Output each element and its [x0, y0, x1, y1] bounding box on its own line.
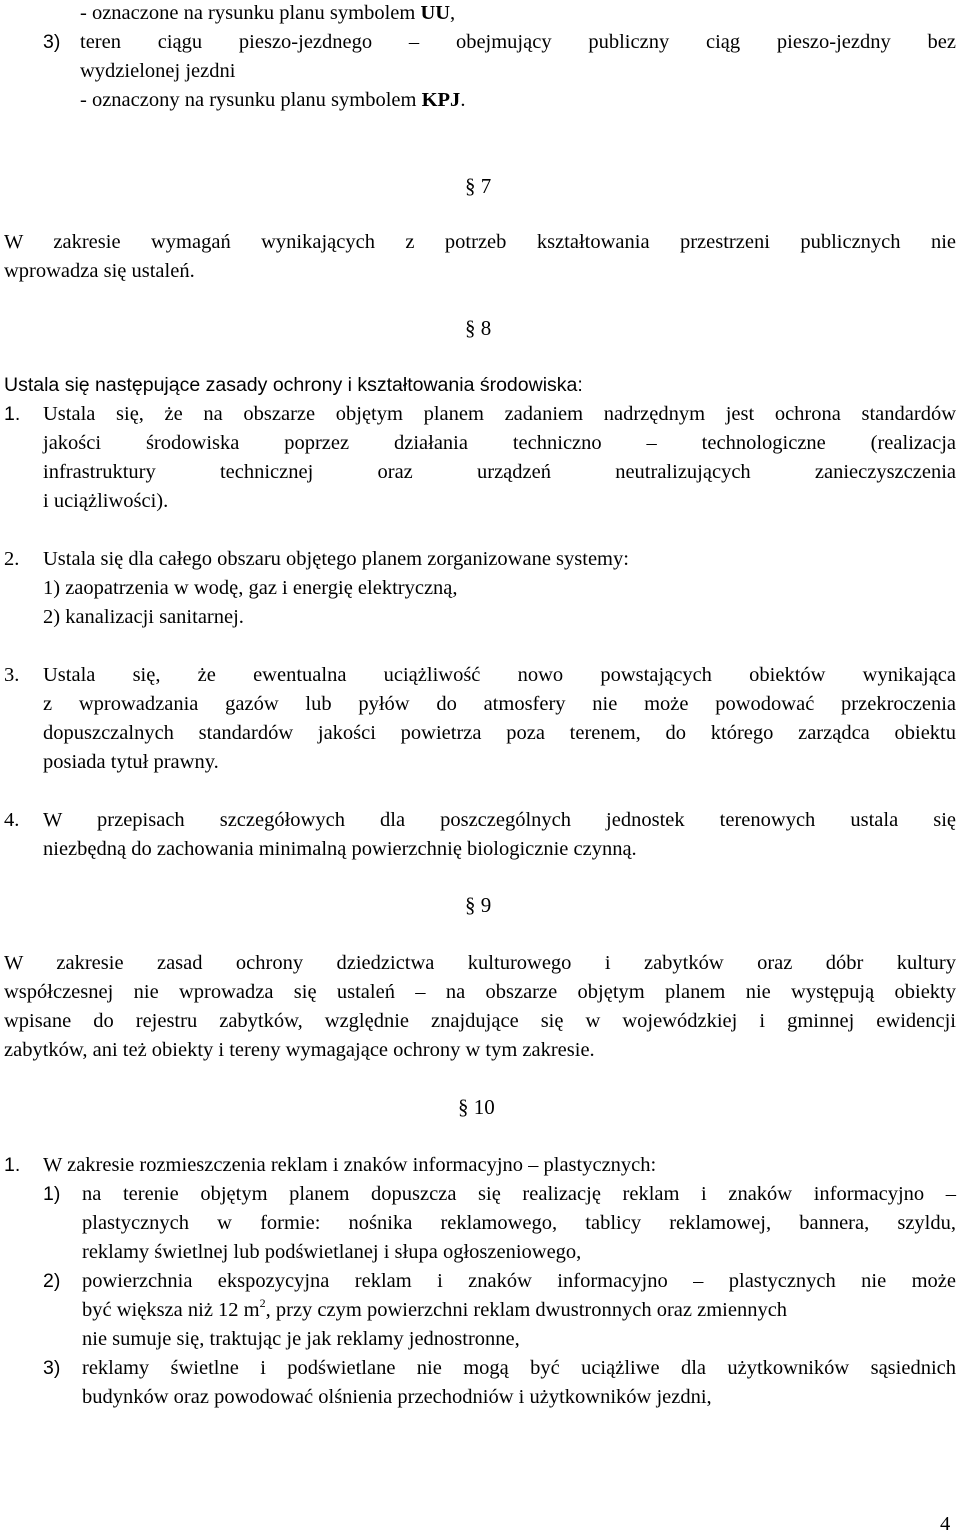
- section-9-line-1: W zakresie zasad ochrony dziedzictwa kulturowego i zabytków oraz dóbr kultury: [4, 952, 956, 974]
- item-3-number: 3): [43, 31, 61, 53]
- section-10-item-3-line-1: reklamy świetlne i podświetlane nie mogą być uciążliwe dla użytkowników sąsiednich: [82, 1357, 956, 1379]
- section-9-heading: § 9: [465, 893, 492, 917]
- section-10-p1-text: W zakresie rozmieszczenia reklam i znaków informacyjno – plastycznych:: [43, 1154, 657, 1176]
- section-8-p3-line-3: dopuszczalnych standardów jakości powietrza poza terenem, do którego zarządca obiektu: [43, 722, 956, 744]
- section-8-p3-line-4: posiada tytuł prawny.: [43, 751, 219, 773]
- section-7-heading: § 7: [465, 174, 492, 198]
- section-10-item-2-line-1: powierzchnia ekspozycyjna reklam i znaków informacyjno – plastycznych nie może: [82, 1270, 956, 1292]
- section-10-item-2-line-2: być większa niż 12 $m^2$, przy czym powierzchni reklam dwustronnych oraz zmiennych: [82, 1296, 788, 1321]
- section-8-heading: § 8: [465, 316, 492, 340]
- section-8-p2-line-3: 2) kanalizacji sanitarnej.: [43, 606, 244, 628]
- section-8-p4-line-2: niezbędną do zachowania minimalną powierzchnię biologicznie czynną.: [43, 838, 637, 860]
- section-7-line-2: wprowadza się ustaleń.: [4, 260, 195, 282]
- section-8-p2-number: 2.: [4, 548, 20, 570]
- superscript-2: 2: [259, 1296, 266, 1310]
- section-7-line-1: W zakresie wymagań wynikających z potrzeb kształtowania przestrzeni publicznych nie: [4, 231, 956, 253]
- section-10-item-1-number: 1): [43, 1183, 61, 1205]
- item-3-line-1: teren ciągu pieszo-jezdnego – obejmujący publiczny ciąg pieszo-jezdny bez: [80, 31, 956, 53]
- list-line-uu: - oznaczone na rysunku planu symbolem UU,: [80, 2, 456, 24]
- section-8-intro: Ustala się następujące zasady ochrony i kształtowania środowiska:: [4, 374, 583, 396]
- section-10-heading: § 10: [458, 1095, 495, 1119]
- section-10-item-2-number: 2): [43, 1270, 61, 1292]
- section-8-p1-line-3: infrastruktury technicznej oraz urządzeń neutralizujących zanieczyszczenia: [43, 461, 956, 483]
- section-10-item-1-line-1: na terenie objętym planem dopuszcza się realizację reklam i znaków informacyjno –: [82, 1183, 956, 1205]
- section-8-p4-number: 4.: [4, 809, 20, 831]
- item-3-line-2: wydzielonej jezdni: [80, 60, 236, 82]
- section-8-p1-number: 1.: [4, 403, 21, 425]
- section-8-p1-line-2: jakości środowiska poprzez działania techniczno – technologiczne (realizacja: [43, 432, 956, 454]
- section-9-line-4: zabytków, ani też obiekty i tereny wymagające ochrony w tym zakresie.: [4, 1039, 595, 1061]
- section-8-p2-line-1: Ustala się dla całego obszaru objętego planem zorganizowane systemy:: [43, 548, 629, 570]
- section-8-p4-line-1: W przepisach szczegółowych dla poszczególnych jednostek terenowych ustala się: [43, 809, 956, 831]
- list-line-kpj: - oznaczony na rysunku planu symbolem KPJ.: [80, 89, 466, 111]
- section-8-p1-line-1: Ustala się, że na obszarze objętym planem zadaniem nadrzędnym jest ochrona standardów: [43, 403, 956, 425]
- section-8-p2-line-2: 1) zaopatrzenia w wodę, gaz i energię elektryczną,: [43, 577, 458, 599]
- section-10-item-3-number: 3): [43, 1357, 61, 1379]
- section-8-p3-line-1: Ustala się, że ewentualna uciążliwość nowo powstających obiektów wynikająca: [43, 664, 956, 686]
- section-9-line-2: współczesnej nie wprowadza się ustaleń – na obszarze objętym planem nie występują obiekty: [4, 981, 956, 1003]
- section-10-item-3-line-2: budynków oraz powodować olśnienia przechodniów i użytkowników jezdni,: [82, 1386, 712, 1408]
- symbol-uu: UU: [420, 2, 451, 24]
- section-8-p3-line-2: z wprowadzania gazów lub pyłów do atmosfery nie może powodować przekroczenia: [43, 693, 956, 715]
- section-10-item-2-line-3: nie sumuje się, traktując je jak reklamy jednostronne,: [82, 1328, 520, 1350]
- page-number: 4: [940, 1513, 951, 1535]
- section-8-p3-number: 3.: [4, 664, 20, 686]
- section-10-item-1-line-3: reklamy świetlnej lub podświetlanej i słupa ogłoszeniowego,: [82, 1241, 582, 1263]
- section-10-p1-number: 1.: [4, 1154, 21, 1176]
- section-8-p1-line-4: i uciążliwości).: [43, 490, 169, 512]
- section-10-item-1-line-2: plastycznych w formie: nośnika reklamowego, tablicy reklamowej, bannera, szyldu,: [82, 1212, 956, 1234]
- symbol-kpj: KPJ: [421, 89, 461, 111]
- section-9-line-3: wpisane do rejestru zabytków, względnie znajdujące się w wojewódzkiej i gminnej ewidencji: [4, 1010, 956, 1032]
